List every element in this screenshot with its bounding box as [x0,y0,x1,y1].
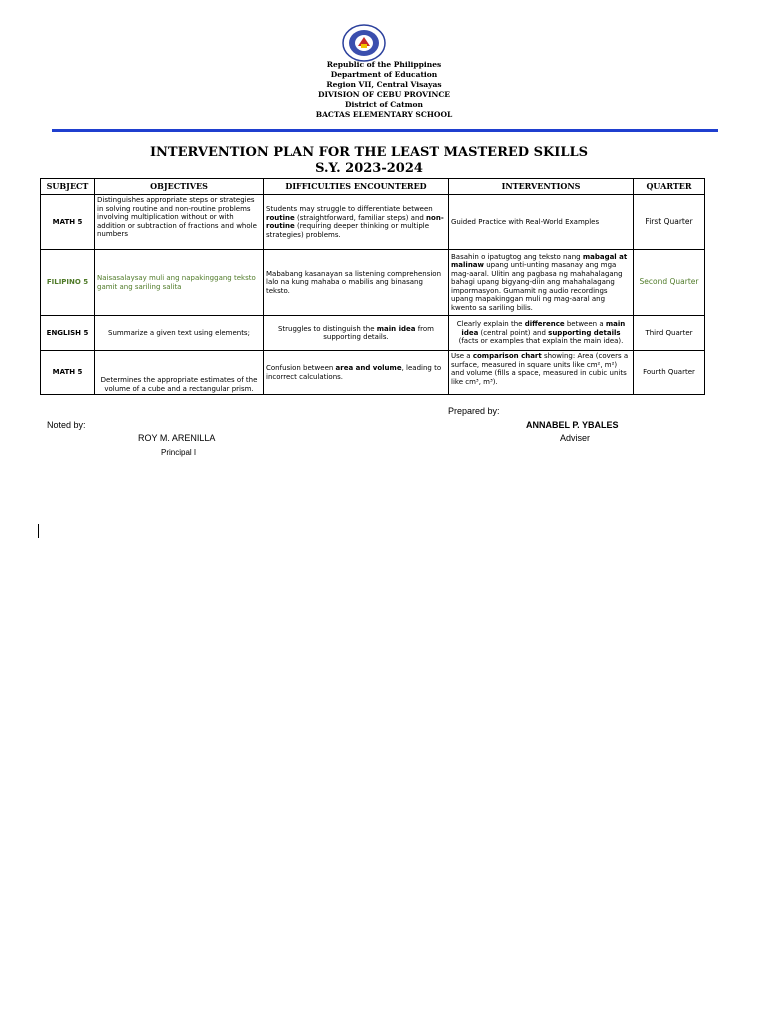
table-header-row [41,179,705,195]
cell-objective: Summarize a given text using elements; [95,316,264,351]
cell-intervention: Clearly explain the difference between a main idea (central point) and supporting details (facts or examples that explain the main idea). [449,316,634,351]
header-subject: SUBJECT [41,179,95,195]
table-row [41,316,705,351]
region-line: Region VII, Central Visayas [326,80,442,89]
intervention-table [40,178,705,395]
cell-intervention: Guided Practice with Real-World Examples [449,195,634,250]
cell-intervention: Basahin o ipatugtog ang teksto nang mabagal at malinaw upang unti-unting masanay ang mga mag-aaral. Ulitin ang pagbasa ng mahahalagang bahagi upang bigyang-diin ang mahahalagang impormasyon. Gumamit ng audio recordings upang mapakinggan muli ng mag-aaral ang kwento sa sariling bilis. [449,250,634,316]
table-row [41,351,705,395]
cell-difficulty: Students may struggle to differentiate between routine (straightforward, familiar steps) and non-routine (requiring deeper thinking or multiple strategies) problems. [264,195,449,250]
republic-line: Republic of the Philippines [326,60,442,69]
department-line: Department of Education [330,70,438,79]
text-cursor [38,524,39,538]
cell-subject: MATH 5 [41,195,95,250]
prepared-by-label: Prepared by: [448,406,500,416]
header-divider [52,129,718,132]
district-line: District of Catmon [344,100,423,109]
cell-intervention: Use a comparison chart showing: Area (covers a surface, measured in square units like cm², m²) and volume (fills a space, measured in cubic units like cm³, m³). [449,351,634,395]
page-title: INTERVENTION PLAN FOR THE LEAST MASTERED SKILLS [149,145,589,160]
deped-seal-icon [341,24,387,62]
adviser-name: ANNABEL P. YBALES [526,420,619,430]
division-line: DIVISION OF CEBU PROVINCE [317,90,451,99]
school-year: S.Y. 2023-2024 [315,161,423,176]
cell-quarter: Second Quarter [634,250,705,316]
school-line: BACTAS ELEMENTARY SCHOOL [315,110,453,119]
cell-subject: MATH 5 [41,351,95,395]
cell-difficulty: Mababang kasanayan sa listening comprehension lalo na kung mahaba o mabilis ang binasang teksto. [264,250,449,316]
cell-difficulty: Confusion between area and volume, leading to incorrect calculations. [264,351,449,395]
adviser-title: Adviser [560,433,591,443]
table-row [41,250,705,316]
header-objectives: OBJECTIVES [95,179,264,195]
cell-quarter: Third Quarter [634,316,705,351]
header-difficulties: DIFFICULTIES ENCOUNTERED [264,179,449,195]
principal-title: Principal I [161,448,197,457]
principal-name: ROY M. ARENILLA [138,433,216,443]
cell-objective: Naisasalaysay muli ang napakinggang teksto gamit ang sariling salita [95,250,264,316]
cell-quarter: First Quarter [634,195,705,250]
cell-subject: ENGLISH 5 [41,316,95,351]
cell-difficulty: Struggles to distinguish the main idea from supporting details. [264,316,449,351]
table-row [41,195,705,250]
header [0,60,768,120]
header-interventions: INTERVENTIONS [449,179,634,195]
noted-by-label: Noted by: [47,420,86,430]
header-quarter: QUARTER [634,179,705,195]
cell-objective: Determines the appropriate estimates of the volume of a cube and a rectangular prism. [95,351,264,395]
cell-quarter: Fourth Quarter [634,351,705,395]
cell-objective: Distinguishes appropriate steps or strategies in solving routine and non-routine problems involving multiplication without or with addition or subtraction of fractions and whole numbers [95,195,264,250]
cell-subject: FILIPINO 5 [41,250,95,316]
